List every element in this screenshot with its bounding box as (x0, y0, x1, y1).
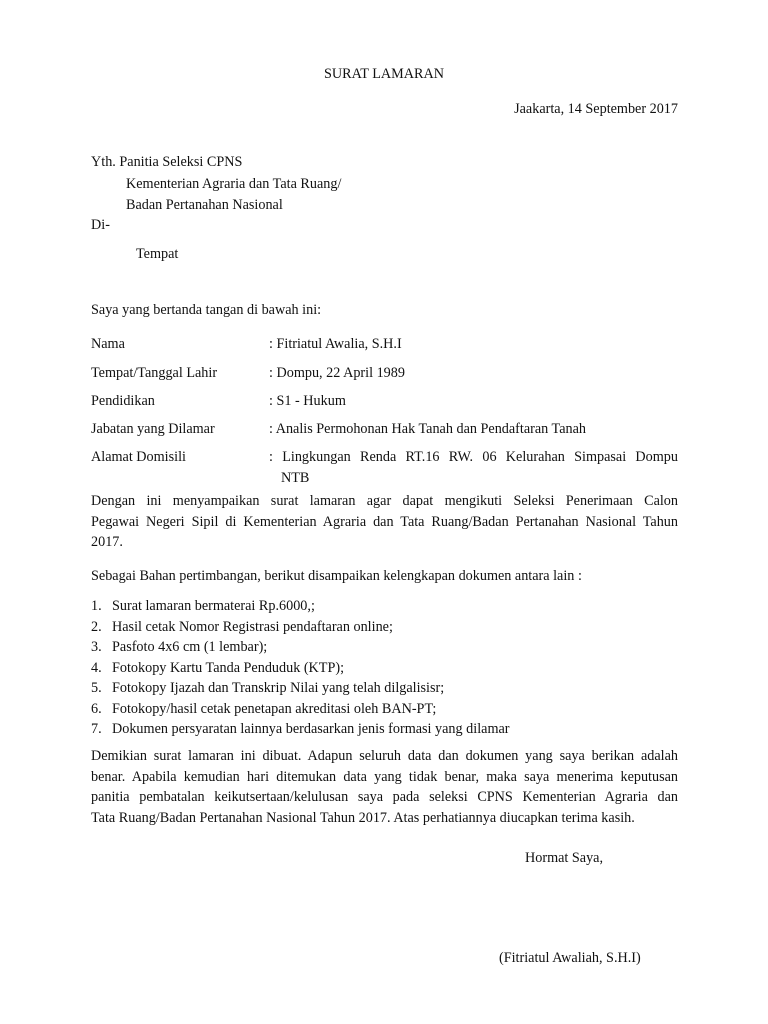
field-label-ttl: Tempat/Tanggal Lahir (91, 365, 218, 381)
list-item (91, 658, 691, 679)
alamat-line-2: NTB (281, 469, 310, 486)
field-value-pendidikan: : S1 - Hukum (269, 393, 346, 409)
alamat-line-1: : Lingkungan Renda RT.16 RW. 06 Kelurahan Simpasai Dompu (269, 449, 678, 465)
paragraph-2: Sebagai Bahan pertimbangan, berikut disampaikan kelengkapan dokumen antara lain : (91, 568, 582, 584)
list-number: 2. (91, 618, 102, 635)
list-number: 1. (91, 598, 102, 614)
field-label-nama: Nama (91, 336, 125, 352)
field-value-alamat (269, 447, 678, 488)
field-value-nama: : Fitriatul Awalia, S.H.I (269, 336, 402, 352)
paragraph-1-line-1: Dengan ini menyampaikan surat lamaran agar dapat mengikuti Seleksi Penerimaan Calon (91, 493, 678, 509)
paragraph-1 (91, 491, 678, 553)
paragraph-3-line-1: Demikian surat lamaran ini dibuat. Adapun seluruh data dan dokumen yang saya berikan adalah (91, 748, 678, 764)
recipient-di: Di- (91, 217, 110, 233)
list-number: 6. (91, 700, 102, 717)
recipient-tempat: Tempat (136, 246, 179, 262)
paragraph-3-line-3: panitia pembatalan keikutsertaan/kelulusan saya pada seleksi CPNS Kementerian Agraria dan (91, 789, 678, 805)
list-number: 7. (91, 721, 102, 737)
recipient-line-2: Kementerian Agraria dan Tata Ruang/ (126, 176, 342, 192)
paragraph-3-line-4: Tata Ruang/Badan Pertanahan Nasional Tahun 2017. Atas perhatiannya diucapkan terima kasih. (91, 809, 635, 826)
list-text: Surat lamaran bermaterai Rp.6000,; (112, 598, 315, 614)
field-value-jabatan: : Analis Permohonan Hak Tanah dan Pendaftaran Tanah (269, 421, 587, 437)
list-text: Fotokopy Ijazah dan Transkrip Nilai yang telah dilgalisisr; (112, 680, 445, 696)
paragraph-1-line-3: 2017. (91, 534, 123, 550)
field-label-pendidikan: Pendidikan (91, 393, 155, 409)
list-item (91, 699, 691, 720)
list-item (91, 617, 691, 638)
paragraph-3-line-2: benar. Apabila kemudian hari ditemukan data yang tidak benar, maka saya menerima keputusan (91, 768, 678, 785)
letter-date: Jaakarta, 14 September 2017 (514, 101, 678, 117)
signature-name: (Fitriatul Awaliah, S.H.I) (499, 950, 641, 966)
list-text: Dokumen persyaratan lainnya berdasarkan jenis formasi yang dilamar (112, 721, 510, 737)
list-item (91, 678, 691, 699)
closing-salutation: Hormat Saya, (525, 850, 604, 866)
list-number: 5. (91, 680, 102, 696)
recipient-line-1: Yth. Panitia Seleksi CPNS (91, 154, 243, 170)
intro-text: Saya yang bertanda tangan di bawah ini: (91, 302, 322, 318)
list-number: 4. (91, 659, 102, 676)
list-text: Fotokopy/hasil cetak penetapan akreditasi oleh BAN-PT; (112, 700, 437, 717)
letter-title: SURAT LAMARAN (324, 66, 444, 82)
list-text: Fotokopy Kartu Tanda Penduduk (KTP); (112, 659, 345, 676)
list-item (91, 637, 691, 658)
paragraph-3 (91, 746, 678, 828)
paragraph-1-line-2: Pegawai Negeri Sipil di Kementerian Agraria dan Tata Ruang/Badan Pertanahan Nasional Tahun (91, 513, 678, 530)
list-item (91, 596, 691, 617)
list-text: Hasil cetak Nomor Registrasi pendaftaran online; (112, 618, 393, 635)
list-item (91, 719, 691, 740)
field-label-jabatan: Jabatan yang Dilamar (91, 421, 215, 437)
documents-list (91, 596, 691, 740)
list-number: 3. (91, 639, 102, 655)
list-text: Pasfoto 4x6 cm (1 lembar); (112, 639, 268, 655)
field-label-alamat: Alamat Domisili (91, 449, 186, 465)
field-value-ttl: : Dompu, 22 April 1989 (269, 365, 405, 381)
recipient-line-3: Badan Pertanahan Nasional (126, 197, 283, 213)
